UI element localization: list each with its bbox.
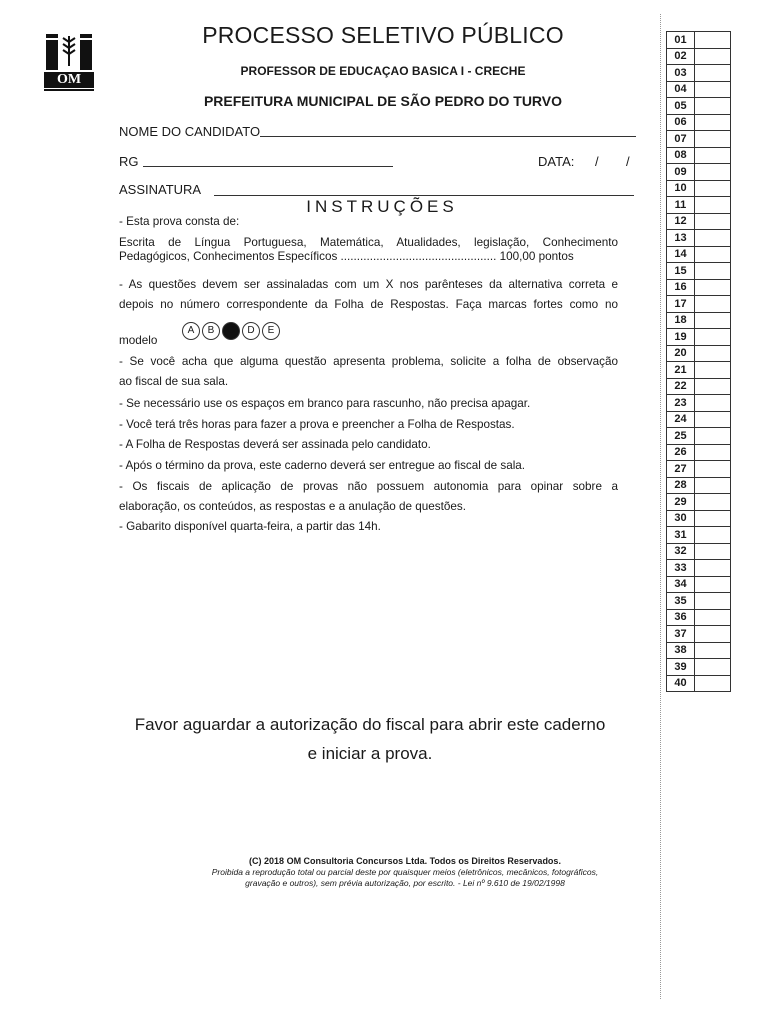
data-separator: / [595, 154, 599, 169]
answer-row [667, 48, 731, 65]
answer-box[interactable] [695, 510, 731, 527]
answer-box[interactable] [695, 147, 731, 164]
answer-row [667, 494, 731, 511]
assinatura-field[interactable] [214, 195, 634, 196]
answer-grid [666, 31, 731, 692]
answer-box[interactable] [695, 527, 731, 544]
question-number: 36 [667, 609, 695, 626]
nome-field[interactable] [260, 136, 636, 137]
answer-box[interactable] [695, 131, 731, 148]
answer-box[interactable] [695, 329, 731, 346]
question-number: 40 [667, 675, 695, 692]
question-number: 20 [667, 345, 695, 362]
answer-row [667, 576, 731, 593]
answer-box[interactable] [695, 444, 731, 461]
answer-box[interactable] [695, 494, 731, 511]
answer-row [667, 147, 731, 164]
answer-box[interactable] [695, 48, 731, 65]
assinatura-label: ASSINATURA [119, 182, 202, 197]
legal-line: gravação e outros), sem prévia autorização, por escrito. - Lei nº 9.610 de 19/02/1998 [245, 878, 565, 888]
question-number: 14 [667, 246, 695, 263]
margin-dotted-line [660, 14, 661, 999]
nome-label: NOME DO CANDIDATO [119, 124, 261, 139]
answer-row [667, 114, 731, 131]
problem-line: ao fiscal de sua sala. [119, 375, 229, 388]
answer-box[interactable] [695, 560, 731, 577]
question-number: 02 [667, 48, 695, 65]
answer-box[interactable] [695, 114, 731, 131]
answer-row [667, 164, 731, 181]
answer-box[interactable] [695, 659, 731, 676]
fiscais-line: elaboração, os conteúdos, as respostas e a anulação de questões. [119, 500, 466, 513]
question-number: 34 [667, 576, 695, 593]
question-number: 30 [667, 510, 695, 527]
legal-line: Proibida a reprodução total ou parcial deste por quaisquer meios (eletrônicos, mecânicos, fotográficos, [211, 867, 599, 877]
answer-row [667, 329, 731, 346]
question-number: 04 [667, 81, 695, 98]
answer-row [667, 32, 731, 49]
answer-row [667, 213, 731, 230]
question-number: 05 [667, 98, 695, 115]
answer-box[interactable] [695, 461, 731, 478]
answer-box[interactable] [695, 345, 731, 362]
answer-box[interactable] [695, 428, 731, 445]
answer-box[interactable] [695, 263, 731, 280]
answer-box[interactable] [695, 593, 731, 610]
answer-row [667, 593, 731, 610]
answer-box[interactable] [695, 626, 731, 643]
answer-row [667, 461, 731, 478]
modelo-bubbles [182, 322, 282, 340]
answer-row [667, 197, 731, 214]
answer-box[interactable] [695, 279, 731, 296]
answer-row [667, 98, 731, 115]
answer-box[interactable] [695, 230, 731, 247]
rg-field[interactable] [143, 166, 393, 167]
question-number: 31 [667, 527, 695, 544]
question-number: 33 [667, 560, 695, 577]
question-number: 17 [667, 296, 695, 313]
answer-box[interactable] [695, 164, 731, 181]
page-subtitle: PROFESSOR DE EDUCAÇAO BASICA I - CRECHE [240, 64, 526, 78]
assinatura-line: - A Folha de Respostas deverá ser assinada pelo candidato. [119, 438, 431, 451]
om-logo [44, 32, 94, 94]
question-number: 22 [667, 378, 695, 395]
answer-row [667, 428, 731, 445]
answer-row [667, 131, 731, 148]
answer-row [667, 411, 731, 428]
answer-row [667, 626, 731, 643]
answer-row [667, 312, 731, 329]
bubble-d: D [242, 322, 260, 340]
modelo-label: modelo [119, 334, 158, 347]
question-number: 07 [667, 131, 695, 148]
question-number: 12 [667, 213, 695, 230]
page-title: PROCESSO SELETIVO PÚBLICO [202, 22, 564, 48]
answer-row [667, 477, 731, 494]
answer-row [667, 675, 731, 692]
answer-row [667, 65, 731, 82]
answer-box[interactable] [695, 65, 731, 82]
data-separator: / [626, 154, 630, 169]
question-number: 21 [667, 362, 695, 379]
answer-box[interactable] [695, 378, 731, 395]
content-line: Escrita de Língua Portuguesa, Matemática, Atualidades, legislação, Conhecimento [119, 236, 618, 249]
answer-row [667, 560, 731, 577]
answer-row [667, 659, 731, 676]
answer-box[interactable] [695, 477, 731, 494]
answer-box[interactable] [695, 81, 731, 98]
question-number: 06 [667, 114, 695, 131]
question-number: 11 [667, 197, 695, 214]
marking-line: depois no número correspondente da Folha de Respostas. Faça marcas fortes como no [119, 298, 618, 311]
question-number: 19 [667, 329, 695, 346]
answer-row [667, 642, 731, 659]
question-number: 26 [667, 444, 695, 461]
question-number: 25 [667, 428, 695, 445]
answer-row [667, 510, 731, 527]
answer-table [666, 31, 731, 692]
fiscais-line: - Os fiscais de aplicação de provas não possuem autonomia para opinar sobre a [119, 480, 618, 493]
answer-row [667, 395, 731, 412]
answer-box[interactable] [695, 576, 731, 593]
answer-box[interactable] [695, 180, 731, 197]
question-number: 39 [667, 659, 695, 676]
answer-box[interactable] [695, 32, 731, 49]
question-number: 03 [667, 65, 695, 82]
question-number: 23 [667, 395, 695, 412]
answer-box[interactable] [695, 213, 731, 230]
question-number: 35 [667, 593, 695, 610]
copyright: (C) 2018 OM Consultoria Concursos Ltda. Todos os Direitos Reservados. [249, 856, 561, 866]
answer-box[interactable] [695, 362, 731, 379]
gabarito-line: - Gabarito disponível quarta-feira, a partir das 14h. [119, 520, 381, 533]
instructions-intro: - Esta prova consta de: [119, 215, 240, 228]
answer-box[interactable] [695, 296, 731, 313]
answer-box[interactable] [695, 98, 731, 115]
question-number: 37 [667, 626, 695, 643]
answer-row [667, 81, 731, 98]
logo-text: OM [56, 72, 82, 87]
answer-row [667, 609, 731, 626]
question-number: 29 [667, 494, 695, 511]
answer-box[interactable] [695, 312, 731, 329]
question-number: 08 [667, 147, 695, 164]
answer-box[interactable] [695, 642, 731, 659]
data-label: DATA: [538, 154, 575, 169]
question-number: 09 [667, 164, 695, 181]
answer-box[interactable] [695, 197, 731, 214]
question-number: 24 [667, 411, 695, 428]
bubble-a: A [182, 322, 200, 340]
content-line: Pedagógicos, Conhecimentos Específicos ................................................ 100,00 pontos [119, 250, 574, 263]
bubble-c-filled: C [222, 322, 240, 340]
question-number: 18 [667, 312, 695, 329]
answer-row [667, 378, 731, 395]
answer-row [667, 345, 731, 362]
tempo-line: - Você terá três horas para fazer a prova e preencher a Folha de Respostas. [119, 418, 515, 431]
answer-row [667, 362, 731, 379]
answer-box[interactable] [695, 609, 731, 626]
answer-box[interactable] [695, 411, 731, 428]
bubble-b: B [202, 322, 220, 340]
answer-row [667, 543, 731, 560]
question-number: 15 [667, 263, 695, 280]
answer-row [667, 527, 731, 544]
answer-row [667, 444, 731, 461]
question-number: 32 [667, 543, 695, 560]
rascunho-line: - Se necessário use os espaços em branco para rascunho, não precisa apagar. [119, 397, 531, 410]
instructions-heading: INSTRUÇÕES [306, 197, 458, 216]
answer-row [667, 246, 731, 263]
answer-row [667, 180, 731, 197]
bubble-e: E [262, 322, 280, 340]
answer-box[interactable] [695, 395, 731, 412]
question-number: 13 [667, 230, 695, 247]
answer-row [667, 279, 731, 296]
rg-label: RG [119, 154, 139, 169]
answer-box[interactable] [695, 246, 731, 263]
answer-row [667, 263, 731, 280]
notice-line: e iniciar a prova. [307, 744, 433, 763]
prefeitura-heading: PREFEITURA MUNICIPAL DE SÃO PEDRO DO TURVO [203, 93, 563, 109]
answer-box[interactable] [695, 543, 731, 560]
marking-line: - As questões devem ser assinaladas com um X nos parênteses da alternativa correta e [119, 278, 618, 291]
problem-line: - Se você acha que alguma questão apresenta problema, solicite a folha de observação [119, 355, 618, 368]
question-number: 01 [667, 32, 695, 49]
answer-row [667, 230, 731, 247]
notice-line: Favor aguardar a autorização do fiscal para abrir este caderno [134, 715, 606, 734]
question-number: 16 [667, 279, 695, 296]
answer-box[interactable] [695, 675, 731, 692]
entrega-line: - Após o término da prova, este caderno deverá ser entregue ao fiscal de sala. [119, 459, 526, 472]
question-number: 38 [667, 642, 695, 659]
question-number: 27 [667, 461, 695, 478]
question-number: 28 [667, 477, 695, 494]
question-number: 10 [667, 180, 695, 197]
answer-row [667, 296, 731, 313]
